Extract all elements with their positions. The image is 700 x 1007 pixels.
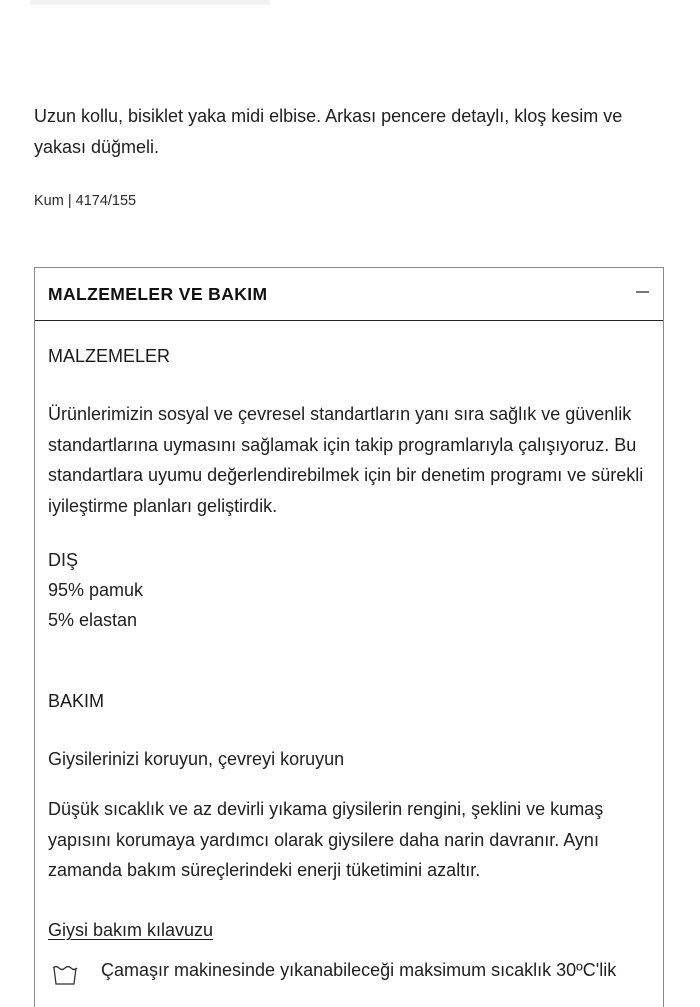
composition-item: 95% pamuk [48,580,144,600]
care-instruction [51,958,616,986]
care-guide-link[interactable]: Giysi bakım kılavuzu [48,920,214,940]
faded-top-text [30,0,270,5]
materials-care-accordion-header[interactable] [35,268,663,321]
materials-title: MALZEMELER [48,346,171,366]
machine-wash-icon [51,964,79,986]
minus-icon[interactable] [636,291,649,293]
materials-care-panel [34,267,664,1007]
care-title: BAKIM [48,691,105,711]
panel-title: MALZEMELER VE BAKIM [48,283,268,304]
composition-item: 5% elastan [48,610,138,630]
care-paragraph: Düşük sıcaklık ve az devirli yıkama giysilerin rengini, şeklini ve kumaş yapısını korumaya yardımcı olarak giysilere daha narin davranır. Aynı zamanda bakım süreçlerindeki enerji tüketimini azaltır. [48,799,604,880]
product-color-reference: Kum | 4174/155 [34,193,137,209]
materials-paragraph: Ürünlerimizin sosyal ve çevresel standartların yanı sıra sağlık ve güvenlik standartlarına uymasını sağlamak için takip programlarıyla çalışıyoruz. Bu standartlara uyumu değerlendirebilmek için bir denetim programı ve sürekli iyileştirme planları geliştirdik. [48,404,644,516]
product-description: Uzun kollu, bisiklet yaka midi elbise. Arkası pencere detaylı, kloş kesim ve yakası düğmeli. [34,106,623,157]
composition-label: DIŞ [48,550,79,570]
care-instruction-text: Çamaşır makinesinde yıkanabileceği maksimum sıcaklık 30ºC'lik [101,960,617,980]
care-subtitle: Giysilerinizi koruyun, çevreyi koruyun [48,749,345,769]
